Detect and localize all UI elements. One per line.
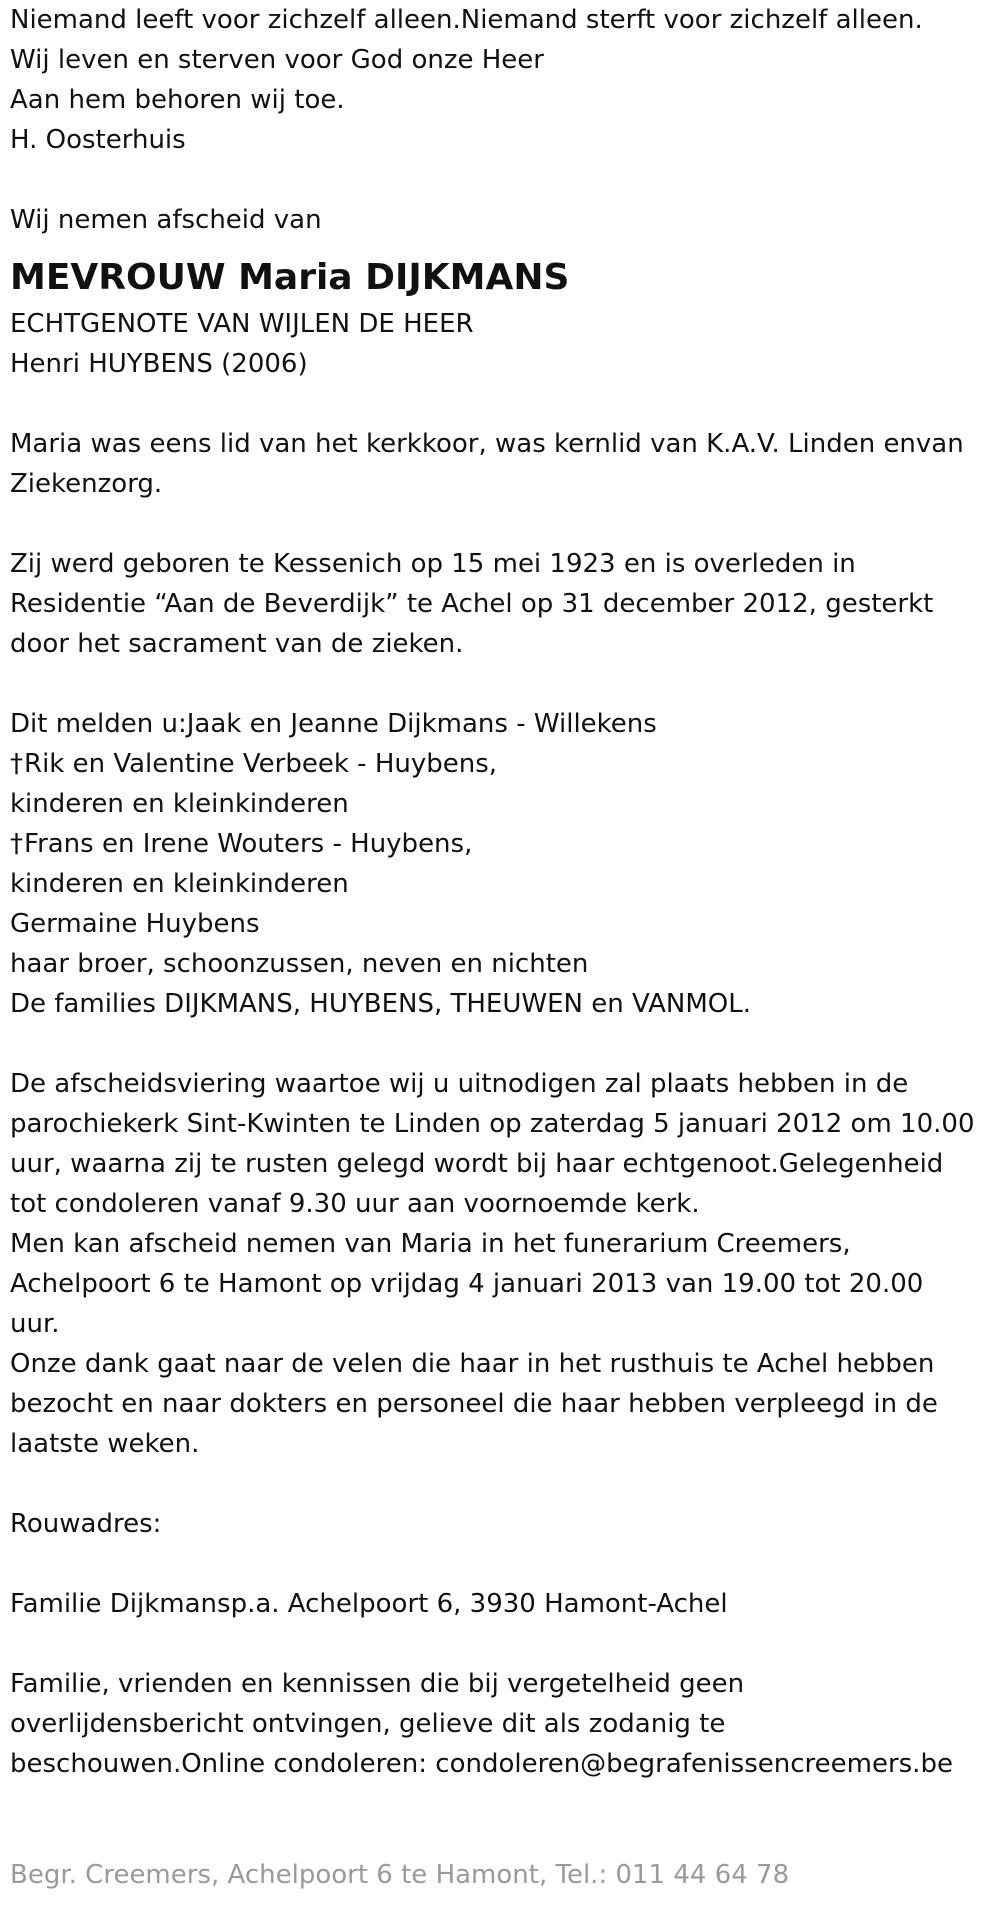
closing-paragraph bbox=[10, 1664, 995, 1784]
announcer-text: Rik en Valentine Verbeek - Huybens, bbox=[24, 749, 498, 779]
poem-line: Aan hem behoren wij toe. bbox=[10, 85, 345, 115]
spacer bbox=[10, 1024, 995, 1064]
bio-line: Ziekenzorg. bbox=[10, 469, 163, 499]
deceased-name: MEVROUW Maria DIJKMANS bbox=[10, 257, 570, 298]
ceremony-line: bezocht en naar dokters en personeel die haar hebben verpleegd in de bbox=[10, 1389, 938, 1419]
ceremony-line: Onze dank gaat naar de velen die haar in het rusthuis te Achel hebben bbox=[10, 1349, 935, 1379]
obituary-document bbox=[10, 0, 995, 1784]
cross-icon: † bbox=[10, 749, 23, 779]
bio-line: Maria was eens lid van het kerkkoor, was kernlid van K.A.V. Linden envan bbox=[10, 429, 964, 459]
birth-death-line: Residentie “Aan de Beverdijk” te Achel op 31 december 2012, gesterkt bbox=[10, 589, 934, 619]
ceremony-line: parochiekerk Sint-Kwinten te Linden op zaterdag 5 januari 2012 om 10.00 bbox=[10, 1109, 975, 1139]
announcer-line: kinderen en kleinkinderen bbox=[10, 789, 349, 819]
poem-author: H. Oosterhuis bbox=[10, 125, 186, 155]
ceremony-line: laatste weken. bbox=[10, 1429, 200, 1459]
closing-line: overlijdensbericht ontvingen, gelieve dit als zodanig te bbox=[10, 1709, 726, 1739]
announcer-line bbox=[10, 824, 995, 864]
spacer bbox=[10, 664, 995, 704]
spouse-line: Henri HUYBENS (2006) bbox=[10, 349, 308, 379]
announcer-line: haar broer, schoonzussen, neven en nichten bbox=[10, 949, 589, 979]
announcer-line: De families DIJKMANS, HUYBENS, THEUWEN en VANMOL. bbox=[10, 989, 751, 1019]
ceremony-line: De afscheidsviering waartoe wij u uitnodigen zal plaats hebben in de bbox=[10, 1069, 909, 1099]
announcer-line: Germaine Huybens bbox=[10, 909, 260, 939]
announcer-line bbox=[10, 744, 995, 784]
birth-death-line: Zij werd geboren te Kessenich op 15 mei 1923 en is overleden in bbox=[10, 549, 856, 579]
footer-text: Begr. Creemers, Achelpoort 6 te Hamont, Tel.: 011 44 64 78 bbox=[10, 1860, 790, 1890]
ceremony-line: Achelpoort 6 te Hamont op vrijdag 4 januari 2013 van 19.00 tot 20.00 bbox=[10, 1269, 924, 1299]
closing-line: beschouwen.Online condoleren: condoleren@begrafenissencreemers.be bbox=[10, 1749, 953, 1779]
spacer bbox=[10, 1544, 995, 1584]
announcer-line: Dit melden u:Jaak en Jeanne Dijkmans - Willekens bbox=[10, 709, 657, 739]
ceremony-paragraph bbox=[10, 1064, 995, 1464]
address-value: Familie Dijkmansp.a. Achelpoort 6, 3930 Hamont-Achel bbox=[10, 1589, 728, 1619]
poem-line: Wij leven en sterven voor God onze Heer bbox=[10, 45, 544, 75]
announcer-text: Frans en Irene Wouters - Huybens, bbox=[24, 829, 473, 859]
ceremony-line: uur, waarna zij te rusten gelegd wordt bij haar echtgenoot.Gelegenheid bbox=[10, 1149, 944, 1179]
spacer bbox=[10, 1464, 995, 1504]
poem-line: Niemand leeft voor zichzelf alleen.Niemand sterft voor zichzelf alleen. bbox=[10, 5, 923, 35]
spacer bbox=[10, 160, 995, 200]
closing-line: Familie, vrienden en kennissen die bij vergetelheid geen bbox=[10, 1669, 745, 1699]
cross-icon: † bbox=[10, 829, 23, 859]
birth-death-line: door het sacrament van de zieken. bbox=[10, 629, 464, 659]
birth-death-paragraph bbox=[10, 544, 995, 664]
announcers-list bbox=[10, 704, 995, 1024]
address-label: Rouwadres: bbox=[10, 1509, 162, 1539]
ceremony-line: tot condoleren vanaf 9.30 uur aan voornoemde kerk. bbox=[10, 1189, 700, 1219]
relation-line: ECHTGENOTE VAN WIJLEN DE HEER bbox=[10, 309, 474, 339]
poem bbox=[10, 0, 995, 160]
intro-text: Wij nemen afscheid van bbox=[10, 205, 322, 235]
spacer bbox=[10, 504, 995, 544]
ceremony-line: Men kan afscheid nemen van Maria in het funerarium Creemers, bbox=[10, 1229, 851, 1259]
bio-paragraph bbox=[10, 424, 995, 504]
spacer bbox=[10, 384, 995, 424]
announcer-line: kinderen en kleinkinderen bbox=[10, 869, 349, 899]
ceremony-line: uur. bbox=[10, 1309, 60, 1339]
spacer bbox=[10, 1624, 995, 1664]
